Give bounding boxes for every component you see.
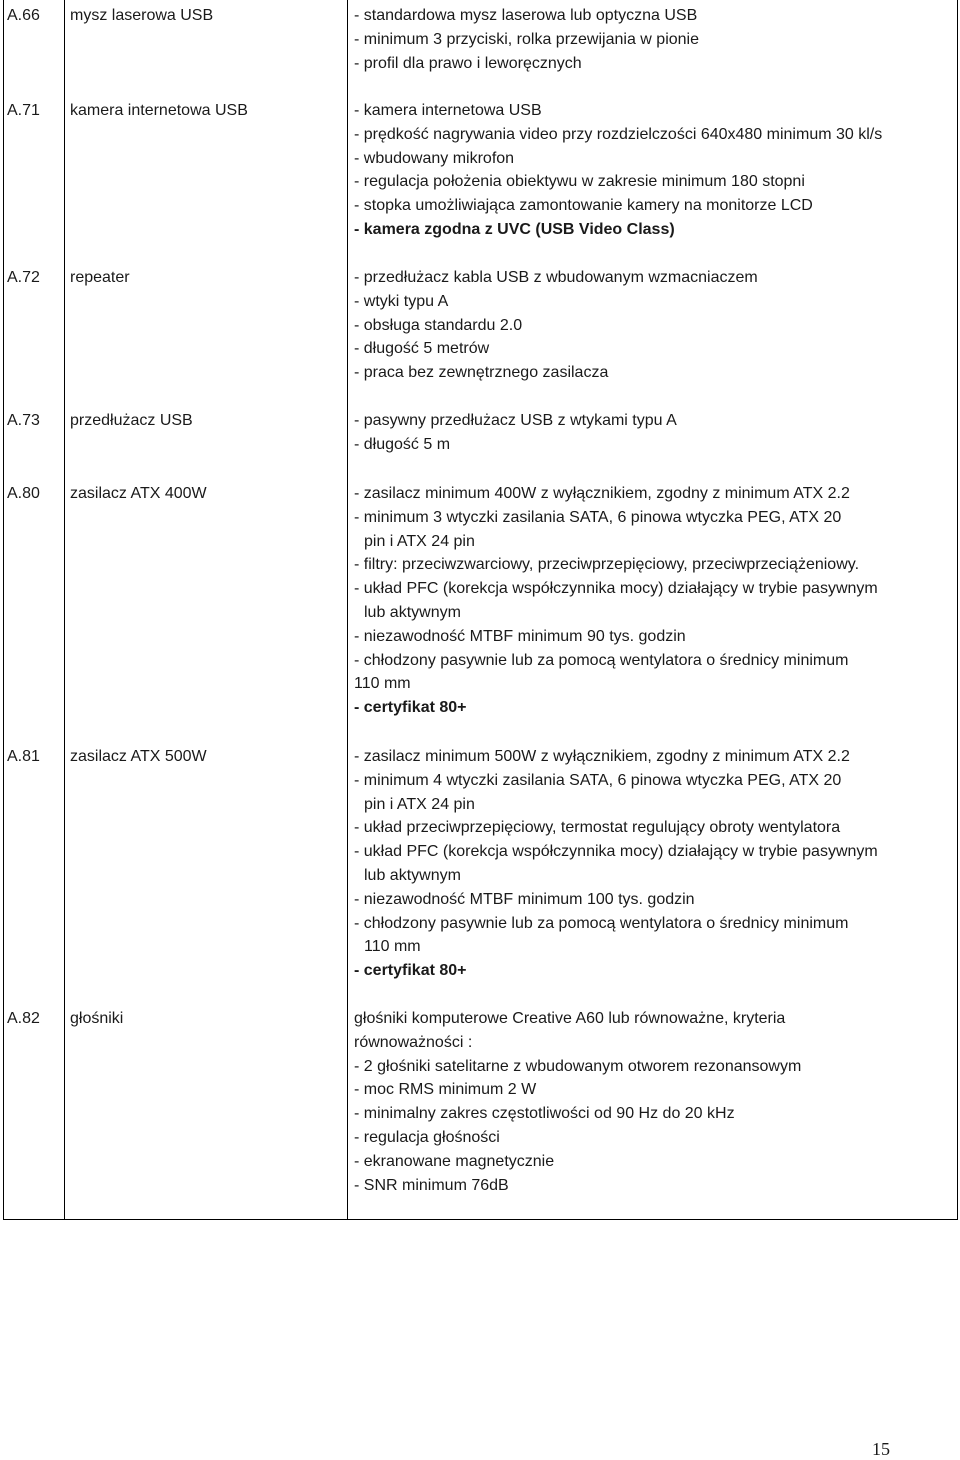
- spec-line: - filtry: przeciwzwarciowy, przeciwprzepięciowy, przeciwprzeciążeniowy.: [354, 556, 860, 574]
- item-code: A.81: [7, 748, 40, 765]
- spec-line: lub aktywnym: [364, 603, 461, 621]
- spec-line: - minimum 3 wtyczki zasilania SATA, 6 pinowa wtyczka PEG, ATX 20: [354, 508, 842, 526]
- spec-line: - 2 głośniki satelitarne z wbudowanym otworem rezonansowym: [354, 1057, 802, 1075]
- spec-line: równoważności :: [354, 1033, 473, 1051]
- spec-line: - kamera zgodna z UVC (USB Video Class): [354, 220, 675, 238]
- spec-line: - wbudowany mikrofon: [354, 149, 515, 167]
- spec-line: - układ PFC (korekcja współczynnika mocy) działający w trybie pasywnym: [354, 580, 878, 598]
- item-spec: [354, 4, 699, 75]
- spec-line: - zasilacz minimum 500W z wyłącznikiem, zgodny z minimum ATX 2.2: [354, 748, 850, 765]
- spec-line: - prędkość nagrywania video przy rozdzielczości 640x480 minimum 30 kl/s: [354, 125, 883, 143]
- spec-line: lub aktywnym: [364, 866, 461, 884]
- spec-line: - SNR minimum 76dB: [354, 1176, 509, 1194]
- page-number: 15: [872, 1439, 890, 1459]
- item-code: A.82: [7, 1010, 40, 1027]
- item-spec: [354, 266, 758, 385]
- spec-line: - certyfikat 80+: [354, 699, 467, 717]
- spec-line: - chłodzony pasywnie lub za pomocą wentylatora o średnicy minimum: [354, 651, 849, 669]
- column-divider: [347, 0, 348, 1219]
- spec-line: - regulacja położenia obiektywu w zakresie minimum 180 stopni: [354, 173, 805, 191]
- item-code: A.73: [7, 412, 40, 429]
- spec-line: - praca bez zewnętrznego zasilacza: [354, 364, 609, 382]
- spec-line: - minimum 4 wtyczki zasilania SATA, 6 pinowa wtyczka PEG, ATX 20: [354, 771, 842, 789]
- spec-line: - moc RMS minimum 2 W: [354, 1081, 537, 1099]
- spec-line: - obsługa standardu 2.0: [354, 316, 523, 334]
- item-name: zasilacz ATX 500W: [70, 748, 207, 765]
- spec-table: [3, 0, 958, 1220]
- spec-line: - układ PFC (korekcja współczynnika mocy) działający w trybie pasywnym: [354, 843, 878, 861]
- spec-line: 110 mm: [354, 675, 411, 693]
- spec-line: - przedłużacz kabla USB z wbudowanym wzmacniaczem: [354, 269, 758, 286]
- item-spec: [354, 745, 878, 983]
- spec-line: - minimum 3 przyciski, rolka przewijania w pionie: [354, 30, 699, 48]
- spec-line: - kamera internetowa USB: [354, 102, 542, 119]
- spec-line: - wtyki typu A: [354, 292, 449, 310]
- spec-line: - regulacja głośności: [354, 1128, 500, 1146]
- spec-line: - standardowa mysz laserowa lub optyczna USB: [354, 7, 698, 24]
- item-name: mysz laserowa USB: [70, 7, 214, 24]
- item-name: zasilacz ATX 400W: [70, 485, 207, 502]
- spec-line: - zasilacz minimum 400W z wyłącznikiem, zgodny z minimum ATX 2.2: [354, 485, 850, 502]
- spec-line: - długość 5 m: [354, 435, 451, 453]
- item-code: A.80: [7, 485, 40, 502]
- spec-line: pin i ATX 24 pin: [364, 795, 475, 813]
- item-code: A.71: [7, 102, 40, 119]
- item-code: A.72: [7, 269, 40, 286]
- spec-line: głośniki komputerowe Creative A60 lub równoważne, kryteria: [354, 1010, 786, 1027]
- item-code: A.66: [7, 7, 40, 24]
- item-name: kamera internetowa USB: [70, 102, 248, 119]
- spec-line: - długość 5 metrów: [354, 340, 490, 358]
- item-name: przedłużacz USB: [70, 412, 193, 429]
- spec-line: - minimalny zakres częstotliwości od 90 Hz do 20 kHz: [354, 1105, 735, 1123]
- spec-line: - chłodzony pasywnie lub za pomocą wentylatora o średnicy minimum: [354, 914, 849, 932]
- item-name: głośniki: [70, 1010, 124, 1027]
- spec-line: - pasywny przedłużacz USB z wtykami typu A: [354, 412, 677, 429]
- spec-line: - układ przeciwprzepięciowy, termostat regulujący obroty wentylatora: [354, 819, 841, 837]
- column-divider: [64, 0, 65, 1219]
- item-spec: [354, 1007, 801, 1197]
- item-spec: [354, 409, 677, 457]
- item-spec: [354, 482, 878, 720]
- spec-line: 110 mm: [364, 938, 421, 956]
- item-spec: [354, 99, 882, 242]
- spec-line: - ekranowane magnetycznie: [354, 1152, 555, 1170]
- item-name: repeater: [70, 269, 130, 286]
- spec-line: pin i ATX 24 pin: [364, 532, 475, 550]
- spec-line: - certyfikat 80+: [354, 962, 467, 980]
- spec-line: - stopka umożliwiająca zamontowanie kamery na monitorze LCD: [354, 197, 813, 215]
- spec-line: - profil dla prawo i leworęcznych: [354, 54, 582, 72]
- spec-line: - niezawodność MTBF minimum 90 tys. godzin: [354, 627, 686, 645]
- spec-line: - niezawodność MTBF minimum 100 tys. godzin: [354, 890, 695, 908]
